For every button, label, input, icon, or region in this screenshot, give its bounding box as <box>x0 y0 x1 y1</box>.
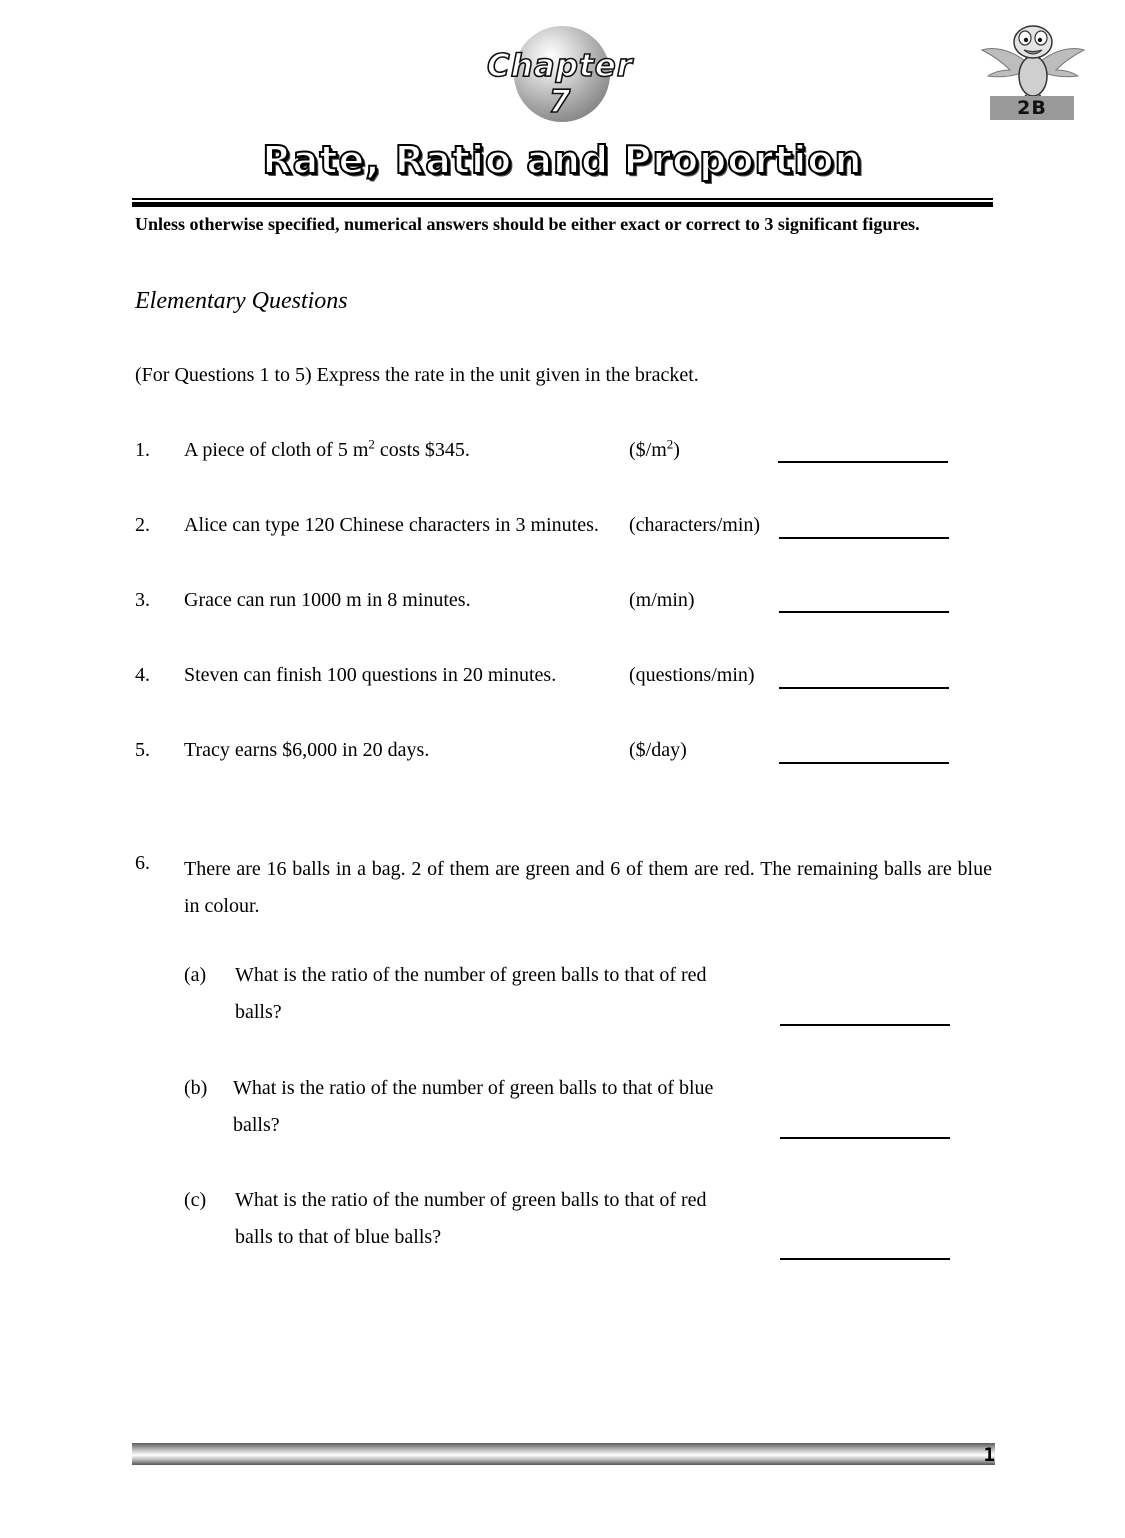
footer-bar <box>132 1443 995 1465</box>
subquestion-label: (b) <box>184 1077 208 1099</box>
question-unit: (m/min) <box>629 589 695 611</box>
question-number: 3. <box>135 589 150 611</box>
subquestion-label: (c) <box>184 1189 207 1211</box>
subquestion-text: What is the ratio of the number of green balls to that of red balls? <box>235 964 707 1023</box>
answer-blank[interactable] <box>779 537 949 539</box>
answer-blank[interactable] <box>778 461 948 463</box>
question-number: 6. <box>135 852 150 874</box>
subquestion-text: What is the ratio of the number of green balls to that of blue balls? <box>233 1077 714 1136</box>
question-number: 1. <box>135 439 150 461</box>
chapter-label: Chapter 7 <box>486 48 634 120</box>
question-text: Grace can run 1000 m in 8 minutes. <box>184 589 471 611</box>
answer-blank[interactable] <box>779 762 949 764</box>
question-number: 4. <box>135 664 150 686</box>
question-number: 2. <box>135 514 150 536</box>
title-divider-thin <box>132 198 993 200</box>
answer-blank[interactable] <box>780 1024 950 1026</box>
subquestion-text: What is the ratio of the number of green balls to that of red balls to that of blue balls? <box>235 1189 707 1248</box>
answer-blank[interactable] <box>779 687 949 689</box>
questions-intro: (For Questions 1 to 5) Express the rate in the unit given in the bracket. <box>135 364 699 386</box>
page-title: Rate, Ratio and Proportion <box>262 138 863 182</box>
question-unit: $(\$/m^2)$ <box>629 436 680 461</box>
instruction-text: Unless otherwise specified, numerical answers should be either exact or correct to 3 significant figures. <box>135 214 920 234</box>
question-text: A piece of cloth of 5 $m^2$ costs $345. <box>184 436 470 461</box>
answer-blank[interactable] <box>780 1137 950 1139</box>
question-unit: ($/day) <box>629 739 687 761</box>
page-number: 1 <box>983 1444 995 1466</box>
title-divider-thick <box>132 202 993 207</box>
section-heading: Elementary Questions <box>135 288 348 314</box>
question-number: 5. <box>135 739 150 761</box>
answer-blank[interactable] <box>779 611 949 613</box>
question-text: Steven can finish 100 questions in 20 minutes. <box>184 664 557 686</box>
question-text: Tracy earns $6,000 in 20 days. <box>184 739 430 761</box>
question-unit: (characters/min) <box>629 514 761 536</box>
question-unit: (questions/min) <box>629 664 755 686</box>
question-text: There are 16 balls in a bag. 2 of them are green and 6 of them are red. The remaining balls are blue in colour. <box>184 858 992 917</box>
answer-blank[interactable] <box>780 1258 950 1260</box>
question-text: Alice can type 120 Chinese characters in 3 minutes. <box>184 514 599 536</box>
grade-badge: 2B <box>990 96 1074 120</box>
subquestion-label: (a) <box>184 964 207 986</box>
